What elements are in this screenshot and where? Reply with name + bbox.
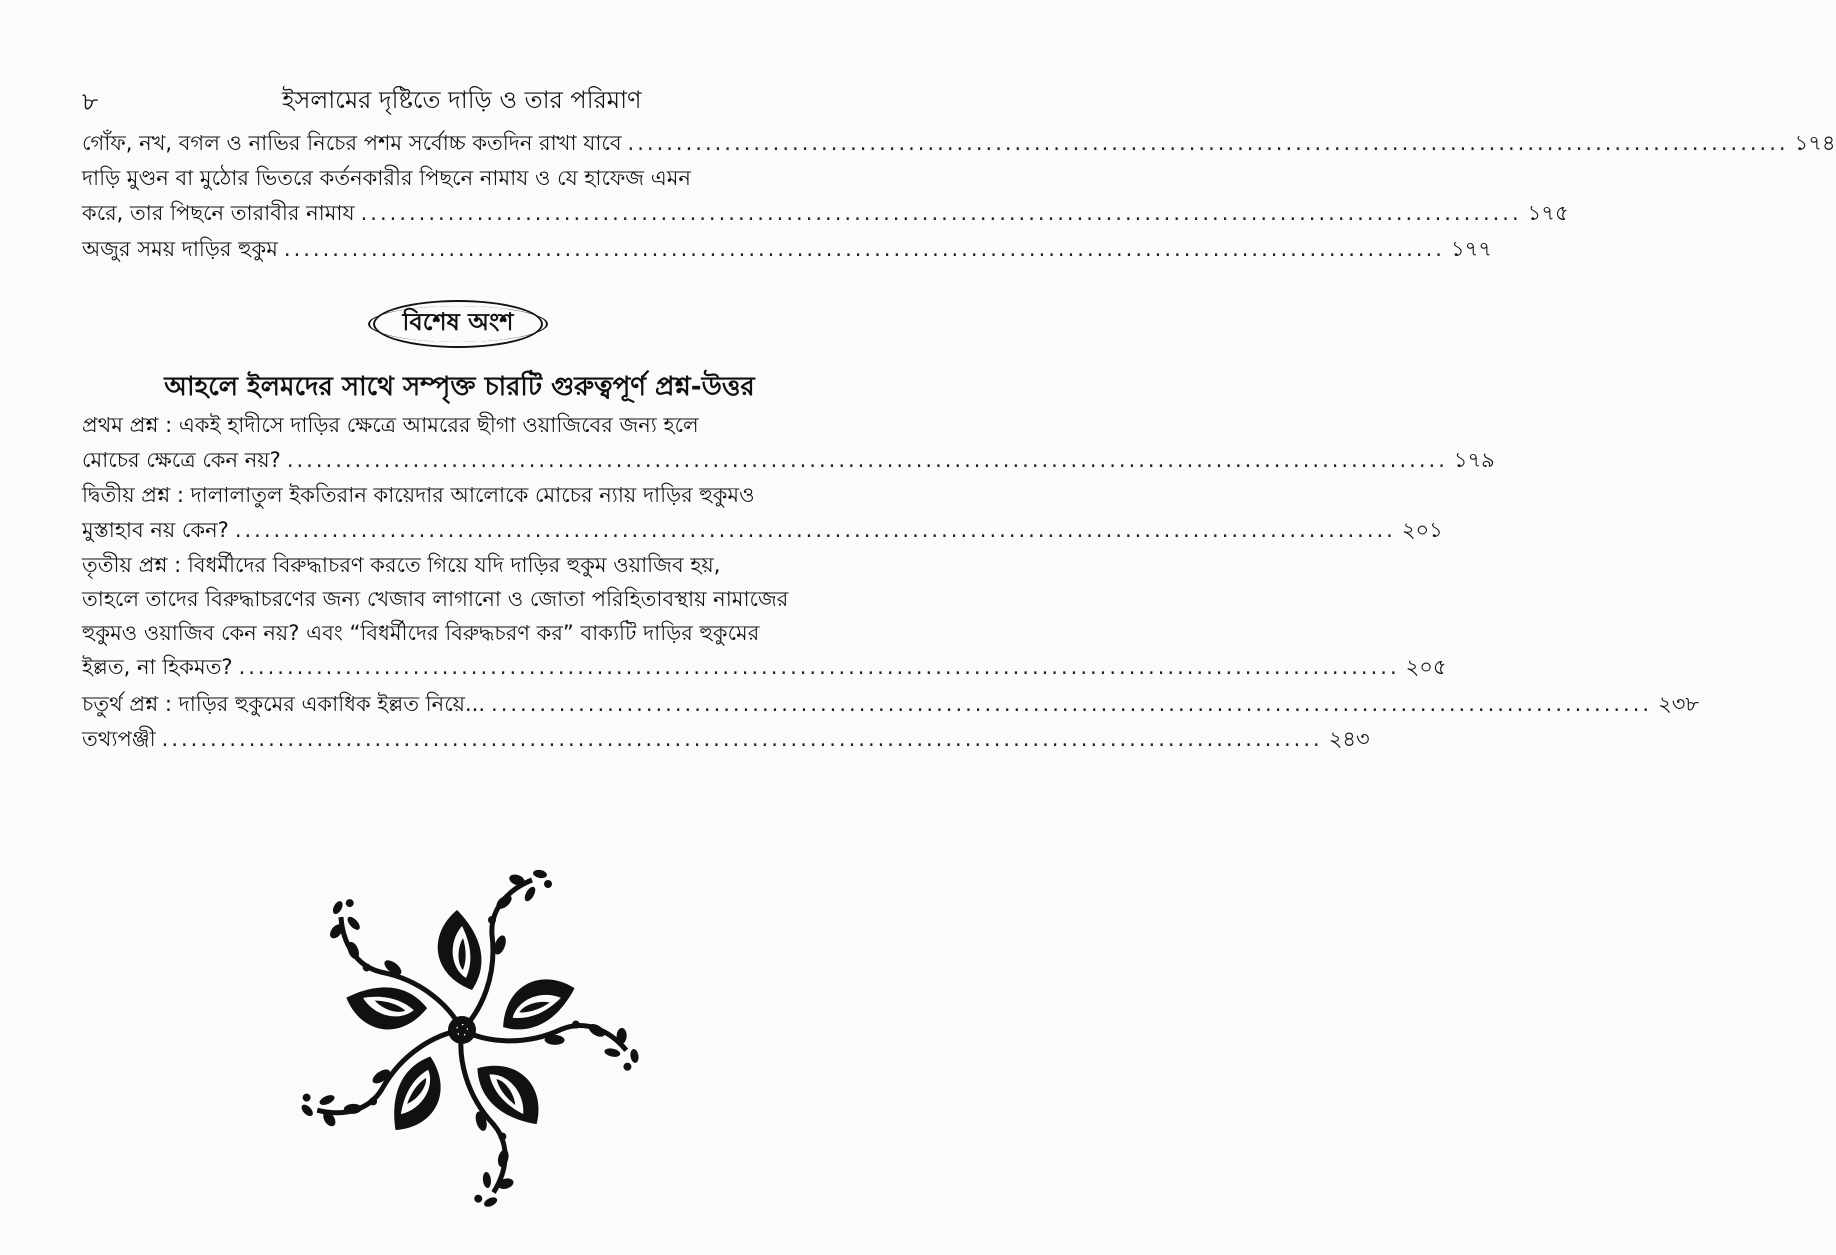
toc-entry-nail-hair[interactable] bbox=[82, 128, 1836, 158]
toc-entry-page: ১৭৭ bbox=[1450, 237, 1492, 261]
dot-leader: ........................................................................................................................ bbox=[286, 448, 1448, 472]
dot-leader: ........................................................................................................................ bbox=[491, 692, 1653, 716]
toc-entry-page: ১৭৯ bbox=[1453, 448, 1495, 472]
special-section-badge bbox=[373, 300, 543, 348]
toc-entry-prayer-behind[interactable] bbox=[82, 198, 1569, 228]
toc-entry-page: ২০৫ bbox=[1405, 655, 1447, 679]
page-number: ৮ bbox=[82, 87, 99, 116]
toc-entry-q1[interactable] bbox=[82, 445, 1495, 475]
dot-leader: ........................................................................................................................ bbox=[161, 727, 1323, 751]
toc-entry-title: চতুর্থ প্রশ্ন : দাড়ির হুকুমের একাধিক ইল্লত নিয়ে... bbox=[82, 692, 486, 716]
toc-entry-title: গোঁফ, নখ, বগল ও নাভির নিচের পশম সর্বোচ্চ কতদিন রাখা যাবে bbox=[82, 131, 622, 155]
special-section-heading: আহলে ইলমদের সাথে সম্পৃক্ত চারটি গুরুত্বপূর্ণ প্রশ্ন-উত্তর bbox=[164, 372, 755, 402]
toc-entry-q3-line1[interactable]: তৃতীয় প্রশ্ন : বিধর্মীদের বিরুদ্ধাচরণ করতে গিয়ে যদি দাড়ির হুকুম ওয়াজিব হয়, bbox=[82, 553, 721, 577]
toc-entry-title: ইল্লত, না হিকমত? bbox=[82, 655, 233, 679]
toc-entry-page: ১৭৪ bbox=[1794, 131, 1836, 155]
toc-entry-page: ২৪৩ bbox=[1328, 727, 1370, 751]
toc-entry-page: ২০১ bbox=[1401, 518, 1443, 542]
special-section-badge-label: বিশেষ অংশ bbox=[402, 308, 514, 336]
toc-entry-title: অজুর সময় দাড়ির হুকুম bbox=[82, 237, 278, 261]
floral-ornament-icon bbox=[282, 858, 642, 1203]
running-title: ইসলামের দৃষ্টিতে দাড়ি ও তার পরিমাণ bbox=[282, 86, 642, 114]
dot-leader: ........................................................................................................................ bbox=[360, 201, 1522, 225]
toc-entry-q3-line2[interactable]: তাহলে তাদের বিরুদ্ধাচরণের জন্য খেজাব লাগানো ও জোতা পরিহিতাবস্থায় নামাজের bbox=[82, 587, 789, 611]
toc-entry-title: করে, তার পিছনে তারাবীর নামায bbox=[82, 201, 355, 225]
dot-leader: ........................................................................................................................ bbox=[238, 655, 1400, 679]
toc-entry-q1-line1[interactable]: প্রথম প্রশ্ন : একই হাদীসে দাড়ির ক্ষেত্রে আমরের ছীগা ওয়াজিবের জন্য হলে bbox=[82, 413, 699, 437]
toc-entry-bibliography[interactable] bbox=[82, 724, 1370, 754]
dot-leader: ........................................................................................................................ bbox=[283, 237, 1445, 261]
toc-entry-wudu[interactable] bbox=[82, 234, 1492, 264]
toc-entry-title: তথ্যপঞ্জী bbox=[82, 727, 156, 751]
toc-entry-page: ২৩৮ bbox=[1658, 692, 1700, 716]
toc-entry-q2-line1[interactable]: দ্বিতীয় প্রশ্ন : দালালাতুল ইকতিরান কায়েদার আলোকে মোচের ন্যায় দাড়ির হুকুমও bbox=[82, 483, 755, 507]
dot-leader: ........................................................................................................................ bbox=[627, 131, 1789, 155]
toc-entry-q3-line3[interactable]: হুকুমও ওয়াজিব কেন নয়? এবং “বিধর্মীদের বিরুদ্ধচরণ কর” বাক্যটি দাড়ির হুকুমের bbox=[82, 621, 760, 645]
toc-entry-q4[interactable] bbox=[82, 689, 1700, 719]
toc-entry-page: ১৭৫ bbox=[1527, 201, 1569, 225]
toc-entry-prayer-behind-line1[interactable]: দাড়ি মুণ্ডন বা মুঠোর ভিতরে কর্তনকারীর পিছনে নামায ও যে হাফেজ এমন bbox=[82, 166, 691, 190]
toc-entry-title: মোচের ক্ষেত্রে কেন নয়? bbox=[82, 448, 281, 472]
dot-leader: ........................................................................................................................ bbox=[234, 518, 1396, 542]
toc-entry-title: মুস্তাহাব নয় কেন? bbox=[82, 518, 229, 542]
toc-entry-q3[interactable] bbox=[82, 652, 1447, 682]
page-header bbox=[82, 82, 842, 122]
toc-entry-q2[interactable] bbox=[82, 515, 1443, 545]
